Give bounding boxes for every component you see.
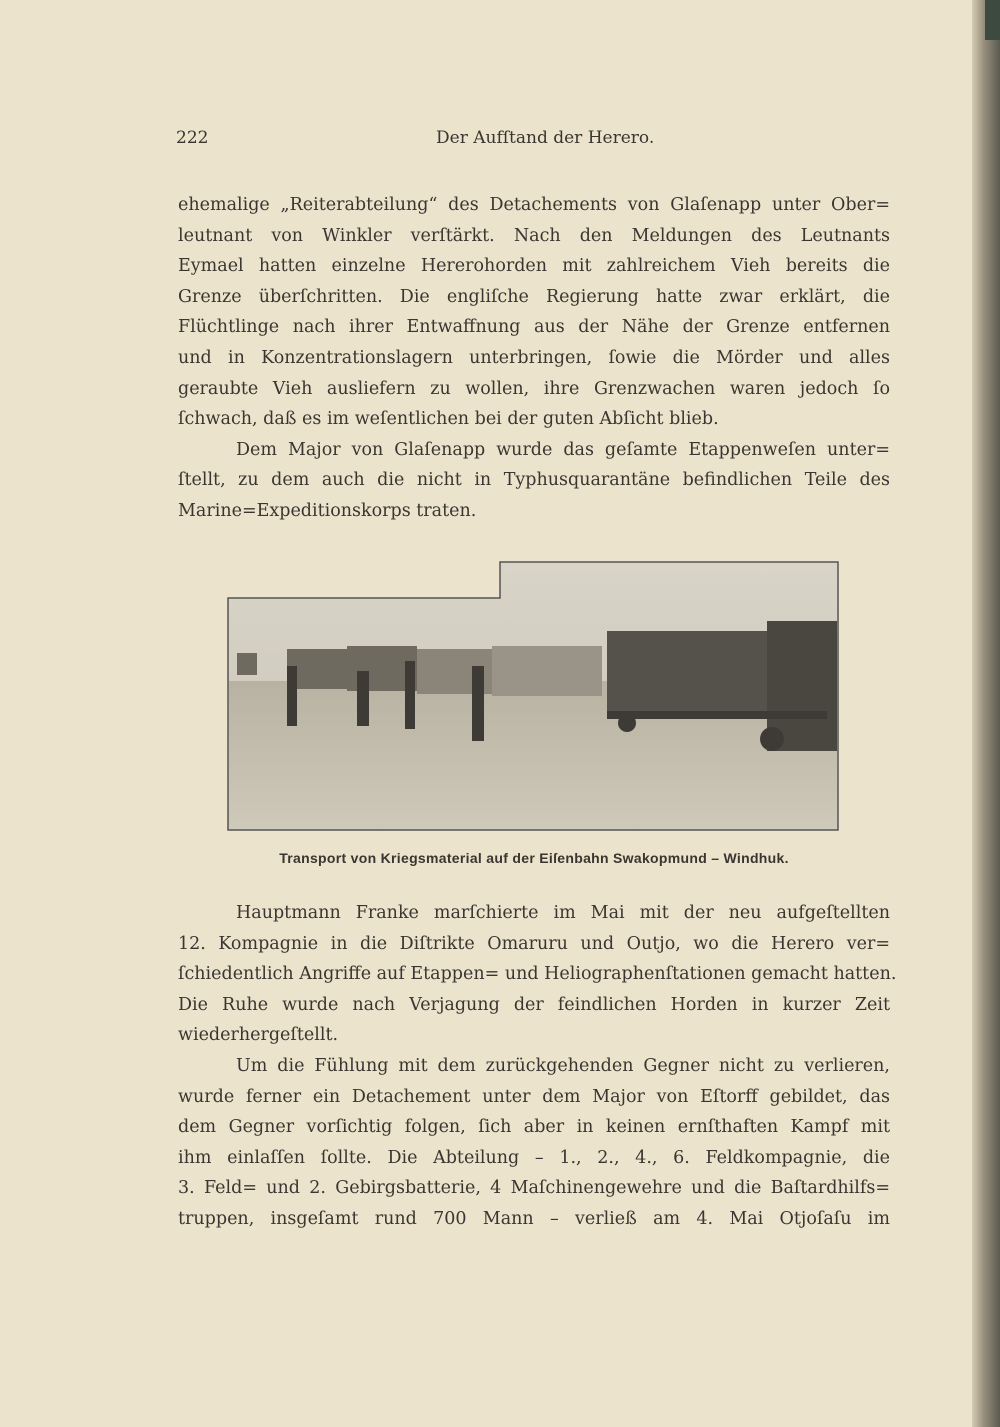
figure-caption: Transport von Kriegsmaterial auf der Eiſenbahn Swakopmund – Windhuk. [279,850,789,866]
text-line: dem Gegner vorſichtig folgen, ſich aber in keinen ernſthaften Kampf mit [178,1117,890,1138]
text-line: wurde ferner ein Detachement unter dem Major von Eſtorff gebildet, das [178,1086,890,1107]
text-block-top [178,190,890,527]
text-line: Marine=Expeditionskorps traten. [178,500,477,521]
text-line: Dem Major von Glaſenapp wurde das geſamte Etappenweſen unter= [236,439,890,460]
photograph-train-transport [227,561,839,831]
text-line: 3. Feld= und 2. Gebirgsbatterie, 4 Maſchinengewehre und die Baſtardhilfs= [178,1178,890,1199]
text-line: ihm einlaſſen ſollte. Die Abteilung – 1., 2., 4., 6. Feldkompagnie, die [178,1147,890,1168]
running-title: Der Aufſtand der Herero. [436,128,655,148]
text-line: ſtellt, zu dem auch die nicht in Typhusquarantäne befindlichen Teile des [178,470,890,491]
text-block-bottom [178,898,897,1235]
text-line: Flüchtlinge nach ihrer Entwaffnung aus der Nähe der Grenze entfernen [178,317,890,338]
text-line: ſchwach, daß es im weſentlichen bei der guten Abſicht blieb. [178,409,719,430]
page-number: 222 [176,128,209,148]
book-cover-corner [985,0,1000,40]
text-line: geraubte Vieh ausliefern zu wollen, ihre Grenzwachen waren jedoch ſo [178,378,890,399]
text-line: Eymael hatten einzelne Hererohorden mit zahlreichem Vieh bereits die [178,256,890,277]
text-line: und in Konzentrationslagern unterbringen, ſowie die Mörder und alles [178,347,890,368]
page-edge [972,0,1000,1427]
text-line: ehemalige „Reiterabteilung“ des Detachements von Glaſenapp unter Ober= [178,195,890,215]
text-line: leutnant von Winkler verſtärkt. Nach den Meldungen des Leutnants [178,225,890,246]
text-line: ſchiedentlich Angriffe auf Etappen= und Heliographenſtationen gemacht hatten. [178,964,897,985]
text-line: truppen, insgeſamt rund 700 Mann – verließ am 4. Mai Otjoſaſu im [178,1208,890,1229]
text-line: Die Ruhe wurde nach Verjagung der feindlichen Horden in kurzer Zeit [178,994,890,1015]
text-line: Um die Fühlung mit dem zurückgehenden Gegner nicht zu verlieren, [236,1055,890,1076]
text-line: 12. Kompagnie in die Diſtrikte Omaruru und Outjo, wo die Herero ver= [178,933,890,954]
text-line: Grenze überſchritten. Die engliſche Regierung hatte zwar erklärt, die [178,286,890,307]
text-line: wiederhergeſtellt. [178,1025,339,1046]
text-line: Hauptmann Franke marſchierte im Mai mit der neu aufgeſtellten [236,903,890,923]
